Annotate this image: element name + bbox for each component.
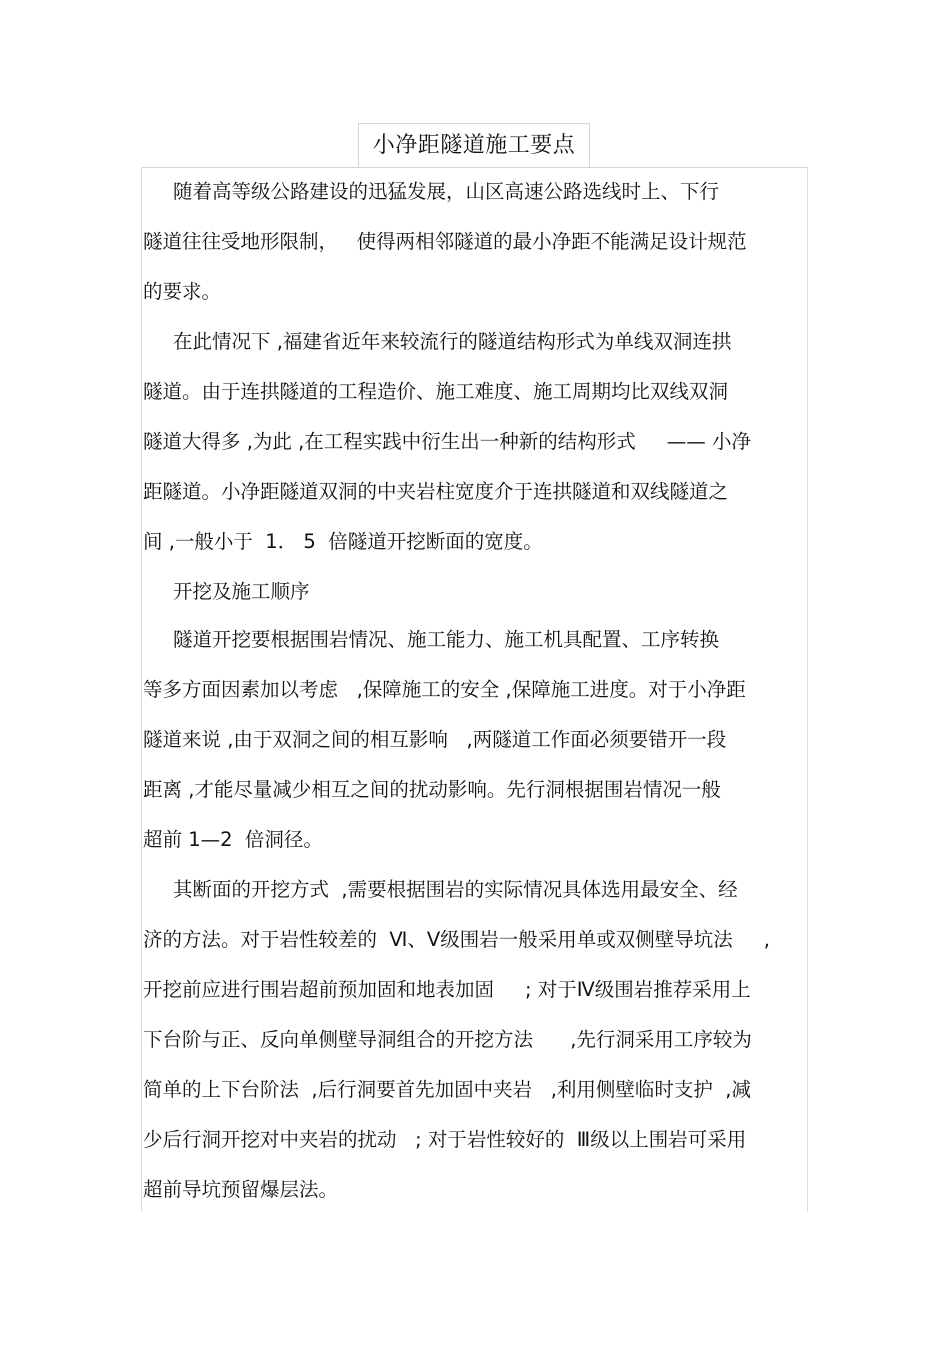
paragraph-3-line-4: 距离 ,才能尽量减少相互之间的扰动影响。先行洞根据围岩情况一般 [143,778,721,801]
document-title: 小净距隧道施工要点 [372,133,576,158]
paragraph-3-line-2: 等多方面因素加以考虑 ,保障施工的安全 ,保障施工进度。对于小净距 [143,678,746,701]
paragraph-4-line-1: 其断面的开挖方式 ,需要根据围岩的实际情况具体选用最安全、经 [173,878,738,901]
frame-right-border [807,167,808,1212]
paragraph-3-line-5: 超前 1—2 倍洞径。 [143,828,323,851]
paragraph-2-line-4: 距隧道。小净距隧道双洞的中夹岩柱宽度介于连拱隧道和双线隧道之 [143,480,729,503]
paragraph-4-line-3: 开挖前应进行围岩超前预加固和地表加固 ; 对于Ⅳ级围岩推荐采用上 [143,978,751,1001]
paragraph-1-line-2: 隧道往往受地形限制， 使得两相邻隧道的最小净距不能满足设计规范 [143,230,747,253]
section-heading: 开挖及施工顺序 [173,580,310,603]
paragraph-4-line-2: 济的方法。对于岩性较差的 Ⅵ、Ⅴ级围岩一般采用单或双侧壁导坑法 , [143,928,770,951]
frame-top-border [141,167,808,168]
paragraph-2-line-2: 隧道。由于连拱隧道的工程造价、施工难度、施工周期均比双线双洞 [143,380,729,403]
paragraph-1-line-1: 随着高等级公路建设的迅猛发展，山区高速公路选线时上、下行 [173,180,720,203]
paragraph-4-line-5: 简单的上下台阶法 ,后行洞要首先加固中夹岩 ,利用侧壁临时支护 ,减 [143,1078,751,1101]
paragraph-4-line-6: 少后行洞开挖对中夹岩的扰动 ; 对于岩性较好的 Ⅲ级以上围岩可采用 [143,1128,747,1151]
paragraph-3-line-1: 隧道开挖要根据围岩情况、施工能力、施工机具配置、工序转换 [173,628,720,651]
paragraph-4-line-7: 超前导坑预留爆层法。 [143,1178,339,1201]
paragraph-2-line-1: 在此情况下 ,福建省近年来较流行的隧道结构形式为单线双洞连拱 [173,330,732,353]
paragraph-1-line-3: 的要求。 [143,280,222,303]
frame-left-border [141,167,142,1212]
paragraph-4-line-4: 下台阶与正、反向单侧壁导洞组合的开挖方法 ,先行洞采用工序较为 [143,1028,752,1051]
paragraph-2-line-5: 间 ,一般小于 1． 5 倍隧道开挖断面的宽度。 [143,530,543,553]
paragraph-3-line-3: 隧道来说 ,由于双洞之间的相互影响 ,两隧道工作面必须要错开一段 [143,728,727,751]
paragraph-2-line-3: 隧道大得多 ,为此 ,在工程实践中衍生出一种新的结构形式 —— 小净 [143,430,751,453]
